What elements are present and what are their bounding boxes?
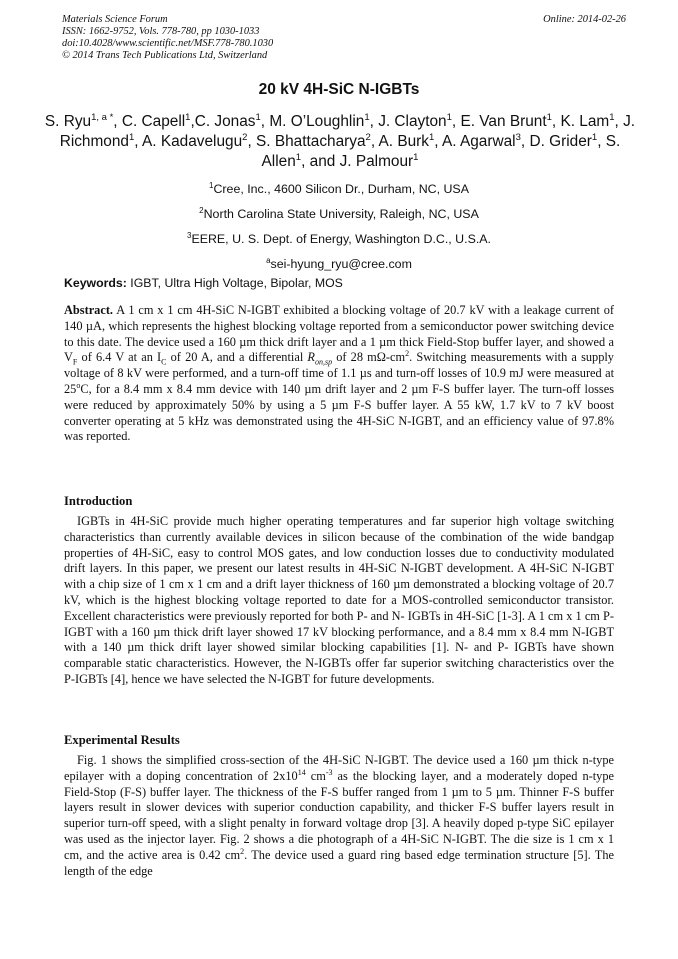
superscript: o: [76, 380, 81, 390]
author-affiliation-mark: 2: [242, 131, 248, 143]
author-affiliation-mark: 1: [295, 151, 302, 163]
affiliation-mark: 3: [186, 231, 192, 241]
keywords: [64, 276, 343, 290]
author-affiliation-mark: 1, a *: [91, 111, 114, 123]
author: [379, 133, 435, 150]
author-affiliation-mark: 1: [546, 111, 552, 123]
affiliation: [0, 200, 678, 225]
paragraph-text: Fig. 1 shows the simplified cross-section of the 4H-SiC N-IGBT. The device used a 160 µm thick n-type epilayer with a doping concentration of 2x10: [64, 753, 614, 783]
experimental-paragraph: [64, 753, 614, 879]
author: [122, 113, 191, 130]
author-list: S. Ryu$^{1, a *}$, C. Capell$^1$,C. Jonas$^1$, M. O’Loughlin$^1$, J. Clayton$^1$, E. Van Brunt$^1$, K. Lam$^1$, J. Richmond$^1$, A. Kadavelugu$^2$, S. Bhattacharya$^2$, A. Burk$^1$, A. Agarwal$^3$, D. Grider$^1$, S. Allen$^1$, and J. Palmour$^1$: [44, 111, 636, 170]
author: [269, 113, 369, 130]
subscript: F: [72, 357, 78, 367]
author-name: S. Allen: [261, 133, 621, 170]
author-name: J. Clayton: [378, 113, 447, 130]
author-affiliation-mark: 1: [591, 131, 598, 143]
doi-line: doi:10.4028/www.scientific.net/MSF.778-780.1030: [62, 38, 274, 49]
experimental-heading: Experimental Results: [64, 733, 180, 747]
author: [529, 133, 597, 150]
author: [340, 153, 419, 170]
author-name: M. O’Loughlin: [269, 113, 365, 130]
author-affiliation-mark: 1: [185, 111, 191, 123]
author-name: J. Palmour: [339, 153, 414, 170]
abstract-text: of 20 A, and a differential: [166, 350, 308, 365]
author-name: E. Van Brunt: [460, 113, 547, 130]
abstract: [64, 303, 614, 445]
abstract-text: . Switching measurements with a supply voltage of 8 kV were performed, and a turn-off time of 1.1 µs and turn-off losses of 10.9 mJ were measured at 25: [64, 350, 614, 396]
keywords-text: IGBT, Ultra High Voltage, Bipolar, MOS: [130, 276, 343, 290]
affiliation-mark: 1: [209, 181, 214, 190]
superscript: 14: [297, 767, 306, 777]
author-name: D. Grider: [529, 133, 592, 150]
author-name: A. Agarwal: [442, 133, 516, 150]
issn-line: ISSN: 1662-9752, Vols. 778-780, pp 1030-1033: [62, 26, 260, 37]
abstract-symbol: R: [307, 350, 315, 365]
affiliation-text: North Carolina State University, Raleigh, NC, USA: [203, 207, 479, 222]
superscript: 2: [240, 846, 245, 856]
affiliation: [0, 225, 678, 250]
author-affiliation-mark: 1: [129, 131, 135, 143]
intro-paragraph: IGBTs in 4H-SiC provide much higher operating temperatures and far superior high voltage switching characteristics than currently available devices in silicon because of the combination of the wide bandgap properties of 4H-SiC, easy to control MOS gates, and low conduction losses due to conductivity modulated drift layers. In this paper, we present our latest results in 4H-SiC N-IGBT development. A 4H-SiC N-IGBT with a chip size of 1 cm x 1 cm and a drift layer thickness of 160 µm demonstrated a blocking voltage of 20.7 kV, which is the highest blocking voltage reported to date for a MOS-controlled semiconductor transistor. Excellent characteristics were previously reported for both P- and N- IGBTs in 4H-SiC [1-3]. A 1 cm x 1 cm P-IGBT with a 160 µm thick drift layer showed 17 kV blocking performance, and a 8.4 mm x 8.4 mm N-IGBT with a 140 µm thick drift layer showed similar blocking capabilities [1]. N- and P- IGBTs have shown comparable static characteristics. However, the N-IGBTs offer far superior switching characteristics over the P-IGBTs [4], hence we have selected the N-IGBT for future developments.: [64, 514, 614, 686]
author-name: C. Jonas: [194, 113, 256, 130]
author: [45, 113, 113, 130]
author-affiliation-mark: 1: [364, 111, 370, 123]
author-email[interactable]: sei-hyung_ryu@cree.com: [270, 257, 412, 272]
affiliation-text: Cree, Inc., 4600 Silicon Dr., Durham, NC, USA: [213, 182, 469, 197]
journal-header: [62, 14, 626, 62]
keywords-label: Keywords:: [64, 276, 127, 290]
affiliation-list: [0, 175, 678, 276]
author: [195, 113, 261, 130]
subscript: C: [161, 357, 167, 367]
author-affiliation-mark: 1: [413, 151, 419, 163]
author: [142, 133, 247, 150]
author-affiliation-mark: 1: [429, 131, 435, 143]
author-affiliation-mark: 2: [365, 131, 371, 143]
author-name: C. Capell: [121, 113, 186, 130]
author-name: J. Richmond: [59, 113, 636, 150]
author-name: S. Bhattacharya: [256, 133, 366, 150]
author-name: S. Ryu: [44, 113, 92, 130]
author-name: A. Burk: [378, 133, 429, 150]
author: [256, 133, 371, 150]
author: [560, 113, 614, 130]
author-name: K. Lam: [560, 113, 610, 130]
paragraph-text: cm: [305, 768, 326, 783]
subscript: on,sp: [314, 357, 333, 367]
author: [460, 113, 551, 130]
superscript: 2: [405, 349, 410, 359]
paragraph-text: . The device used a guard ring based edge termination structure [5]. The length of the edge: [64, 847, 614, 878]
author-affiliation-mark: 1: [609, 111, 615, 123]
affiliation: [0, 250, 678, 275]
author: [442, 133, 521, 150]
intro-heading: Introduction: [64, 494, 133, 508]
author-name: A. Kadavelugu: [142, 133, 243, 150]
affiliation-mark: a: [266, 256, 271, 266]
affiliation-mark: 2: [199, 206, 204, 216]
affiliation: [0, 175, 678, 200]
abstract-text: A 1 cm x 1 cm 4H-SiC N-IGBT exhibited a blocking voltage of 20.7 kV with a leakage current of 140 µA, which represents the highest blocking voltage reported from a semiconductor power switching device to this date. The device used a 160 µm thick drift layer and a 1 µm thick Field-Stop buffer layer, and showed a V: [64, 303, 614, 365]
author: [378, 113, 452, 130]
author-affiliation-mark: 1: [255, 111, 261, 123]
abstract-text: C, for a 8.4 mm x 8.4 mm device with 140 µm drift layer and 2 µm F-S buffer layer. The turn-off losses were reduced by approximately 50% by using a 5 µm F-S buffer layer. A 55 kW, 1.7 kV to 7 kV boost converter operating at 5 kHz was demonstrated using the 4H-SiC N-IGBT, and an efficiency value of 97.8% was reported.: [64, 381, 614, 444]
abstract-text: of 28 mΩ-cm: [332, 350, 406, 365]
paper-title: 20 kV 4H-SiC N-IGBTs: [258, 81, 420, 98]
affiliation-text: EERE, U. S. Dept. of Energy, Washington D.C., U.S.A.: [191, 232, 491, 247]
author-affiliation-mark: 3: [515, 131, 521, 143]
abstract-label: Abstract.: [64, 303, 114, 317]
online-date: Online: 2014-02-26: [543, 14, 626, 25]
superscript: -3: [325, 767, 333, 777]
paragraph-text: as the blocking layer, and a moderately doped n-type Field-Stop (F-S) buffer layer. The thickness of the F-S buffer ranged from 1 µm to 5 µm. Thinner F-S buffer layers result in slower devices with superior conduction capability, and thicker F-S buffer layers result in superior turn-off speed, with a slight penalty in forward voltage drop [3]. A heavily doped p-type SiC epilayer was used as the injector layer. Fig. 2 shows a die photograph of a 4H-SiC N-IGBT. The die size is 1 cm x 1 cm, and the active area is 0.42 cm: [64, 768, 615, 862]
abstract-text: of 6.4 V at an I: [77, 350, 162, 365]
journal-name: Materials Science Forum: [62, 14, 168, 25]
copyright-line: © 2014 Trans Tech Publications Ltd, Switzerland: [62, 50, 268, 61]
author-affiliation-mark: 1: [446, 111, 452, 123]
